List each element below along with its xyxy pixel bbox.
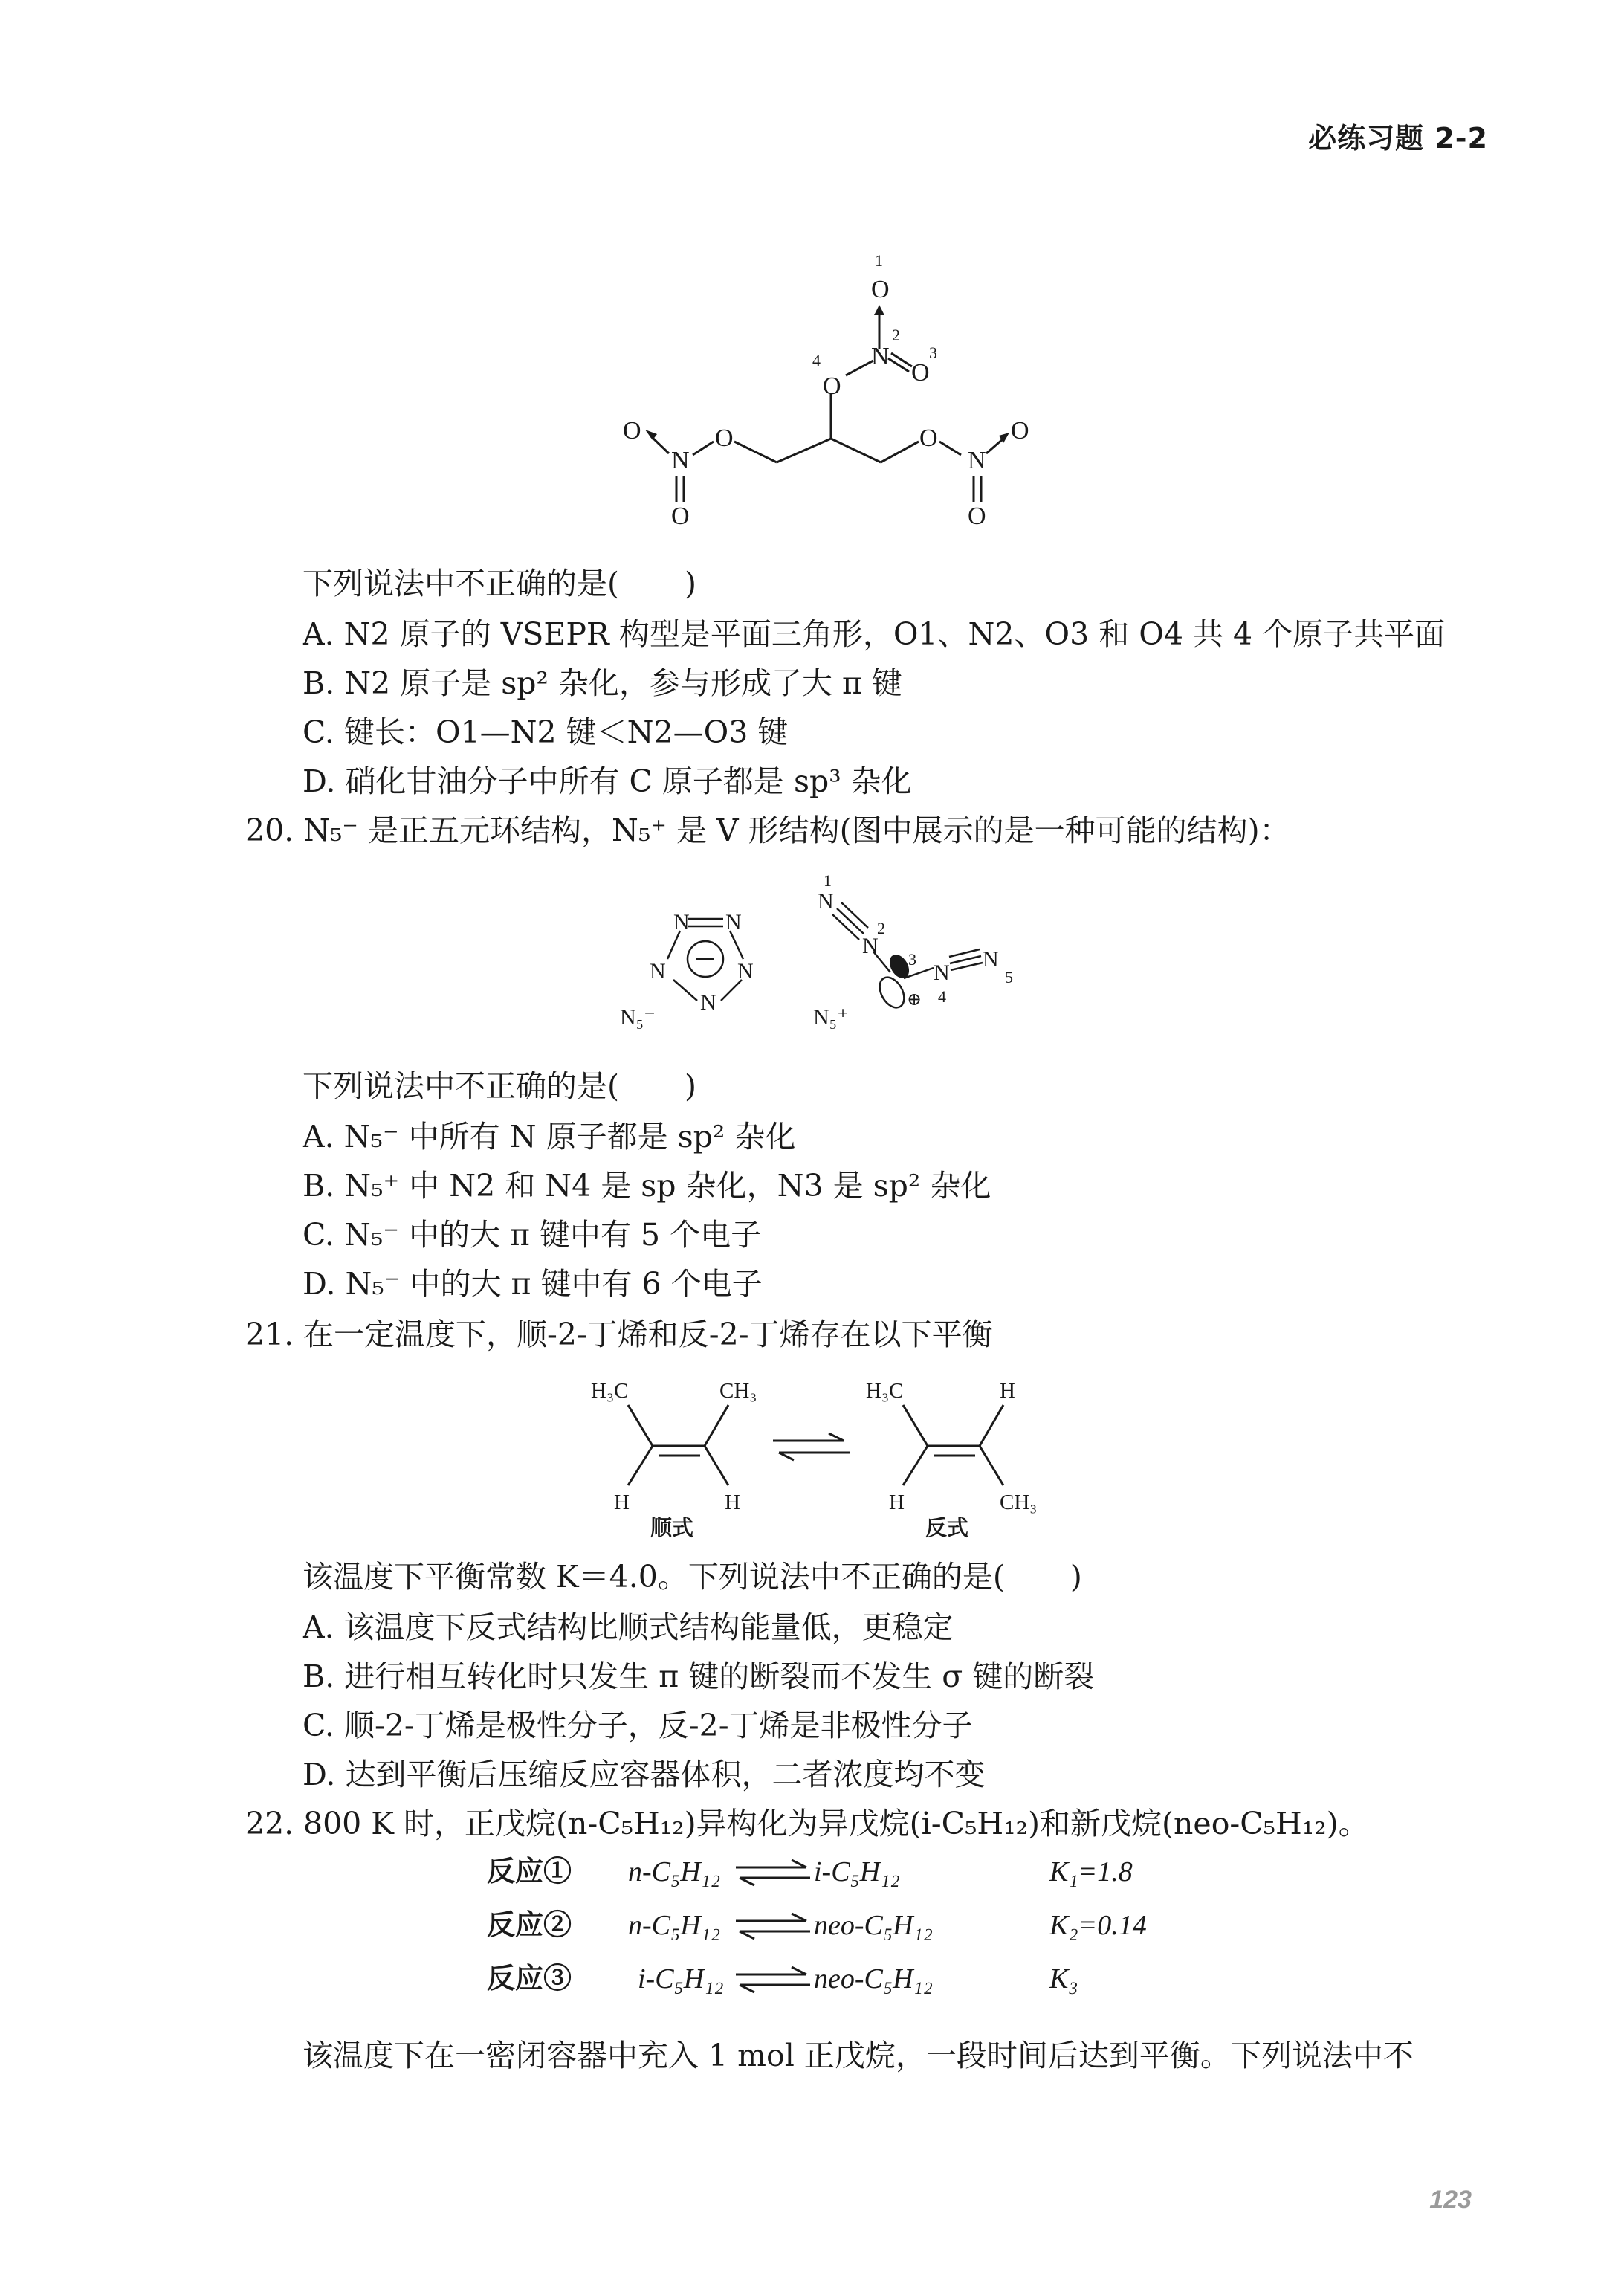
page-number: 123 [1429, 2186, 1472, 2214]
trans-top-right: H [1000, 1379, 1015, 1403]
ring-atom: N [737, 959, 754, 984]
q22-tail: 该温度下在一密闭容器中充入 1 mol 正戊烷，一段时间后达到平衡。下列说法中不 [303, 2038, 1414, 2073]
svg-text:3: 3 [929, 343, 937, 362]
ring-atom: N [700, 990, 716, 1015]
cis-top-left: H₃C [591, 1379, 629, 1403]
q20-option-a: A. N₅⁻ 中所有 N 原子都是 sp² 杂化 [303, 1119, 796, 1155]
cis-caption: 顺式 [650, 1515, 694, 1540]
svg-text:2: 2 [877, 919, 885, 937]
svg-text:1: 1 [824, 871, 832, 890]
q20-option-d: D. N₅⁻ 中的大 π 键中有 6 个电子 [303, 1266, 763, 1302]
q20-option-b: B. N₅⁺ 中 N2 和 N4 是 sp 杂化，N3 是 sp² 杂化 [303, 1168, 991, 1204]
reaction-3-product: neo-C₅H₁₂ [814, 1963, 933, 1995]
atom-o-left-top: O [623, 417, 641, 445]
atom-n2: N [871, 343, 890, 370]
svg-text:3: 3 [908, 950, 916, 969]
chain-atom: N [983, 947, 999, 972]
q21-option-b: B. 进行相互转化时只发生 π 键的断裂而不发生 σ 键的断裂 [303, 1659, 1095, 1694]
q21-lead: 该温度下平衡常数 K＝4.0。下列说法中不正确的是( ) [303, 1559, 1082, 1595]
atom-o1: O [871, 276, 890, 303]
chain-atom: N [818, 889, 834, 914]
ring-atom: N [725, 910, 742, 934]
q19-lead: 下列说法中不正确的是( ) [303, 566, 696, 601]
atom-o-right-top: O [1011, 417, 1029, 445]
atom-o-left-link: O [715, 424, 734, 452]
reaction-2-reactant: n-C₅H₁₂ [628, 1910, 721, 1941]
svg-text:2: 2 [892, 326, 900, 344]
q19-option-b: B. N2 原子是 sp² 杂化，参与形成了大 π 键 [303, 665, 902, 701]
trans-caption: 反式 [925, 1515, 969, 1540]
reaction-1-label: 反应① [487, 1854, 572, 1888]
cis-top-right: CH₃ [719, 1379, 757, 1403]
chain-atom: N [934, 960, 950, 985]
q21-stem: 21. 在一定温度下，顺-2-丁烯和反-2-丁烯存在以下平衡 [245, 1317, 993, 1352]
orbital-charge: ⊕ [907, 990, 922, 1010]
atom-o-right-bottom: O [968, 503, 986, 530]
svg-text:1: 1 [875, 251, 883, 270]
reaction-2-label: 反应② [487, 1908, 572, 1941]
q20-stem: 20. N₅⁻ 是正五元环结构，N₅⁺ 是 V 形结构(图中展示的是一种可能的结构)： [245, 813, 1290, 848]
svg-text:4: 4 [938, 987, 946, 1006]
reaction-3-label: 反应③ [487, 1961, 572, 1995]
reaction-2-product: neo-C₅H₁₂ [814, 1910, 933, 1941]
atom-n-left: N [671, 447, 690, 474]
trans-bottom-left: H [889, 1491, 905, 1514]
svg-text:4: 4 [812, 351, 821, 369]
q21-option-c: C. 顺-2-丁烯是极性分子，反-2-丁烯是非极性分子 [303, 1708, 973, 1743]
page-header: 必练习题 2-2 [1308, 122, 1488, 155]
reaction-1-reactant: n-C₅H₁₂ [628, 1856, 721, 1888]
q20-option-c: C. N₅⁻ 中的大 π 键中有 5 个电子 [303, 1217, 762, 1253]
q21-option-d: D. 达到平衡后压缩反应容器体积，二者浓度均不变 [303, 1757, 986, 1792]
q19-option-d: D. 硝化甘油分子中所有 C 原子都是 sp³ 杂化 [303, 763, 912, 799]
reaction-1-product: i-C₅H₁₂ [814, 1856, 900, 1888]
q19-option-a: A. N2 原子的 VSEPR 构型是平面三角形，O1、N2、O3 和 O4 共 4 个原子共平面 [303, 616, 1446, 652]
cis-bottom-right: H [725, 1491, 740, 1514]
ring-atom: N [650, 959, 666, 984]
reaction-1-k: K₁=1.8 [1049, 1856, 1133, 1888]
reaction-2-k: K₂=0.14 [1049, 1910, 1147, 1941]
cation-label: N₅⁺ [813, 1005, 849, 1030]
trans-bottom-right: CH₃ [1000, 1491, 1038, 1514]
svg-text:5: 5 [1005, 968, 1013, 986]
atom-o-right-link: O [919, 424, 938, 452]
q21-option-a: A. 该温度下反式结构比顺式结构能量低，更稳定 [303, 1609, 954, 1645]
q19-option-c: C. 键长：O1—N2 键＜N2—O3 键 [303, 714, 789, 750]
reaction-3-reactant: i-C₅H₁₂ [638, 1963, 724, 1995]
atom-o3: O [911, 359, 930, 387]
chain-atom: N [862, 934, 879, 958]
atom-n-right: N [968, 447, 986, 474]
q20-lead: 下列说法中不正确的是( ) [303, 1068, 696, 1104]
atom-o4: O [823, 372, 841, 400]
atom-o-left-bottom: O [671, 503, 690, 530]
reaction-3-k: K₃ [1049, 1963, 1078, 1995]
q22-stem: 22. 800 K 时，正戊烷(n-C₅H₁₂)异构化为异戊烷(i-C₅H₁₂)和新戊烷(neo-C₅H₁₂)。 [245, 1806, 1369, 1841]
ring-atom: N [673, 910, 690, 934]
cis-bottom-left: H [614, 1491, 630, 1514]
anion-label: N₅⁻ [620, 1005, 656, 1030]
trans-top-left: H₃C [866, 1379, 904, 1403]
